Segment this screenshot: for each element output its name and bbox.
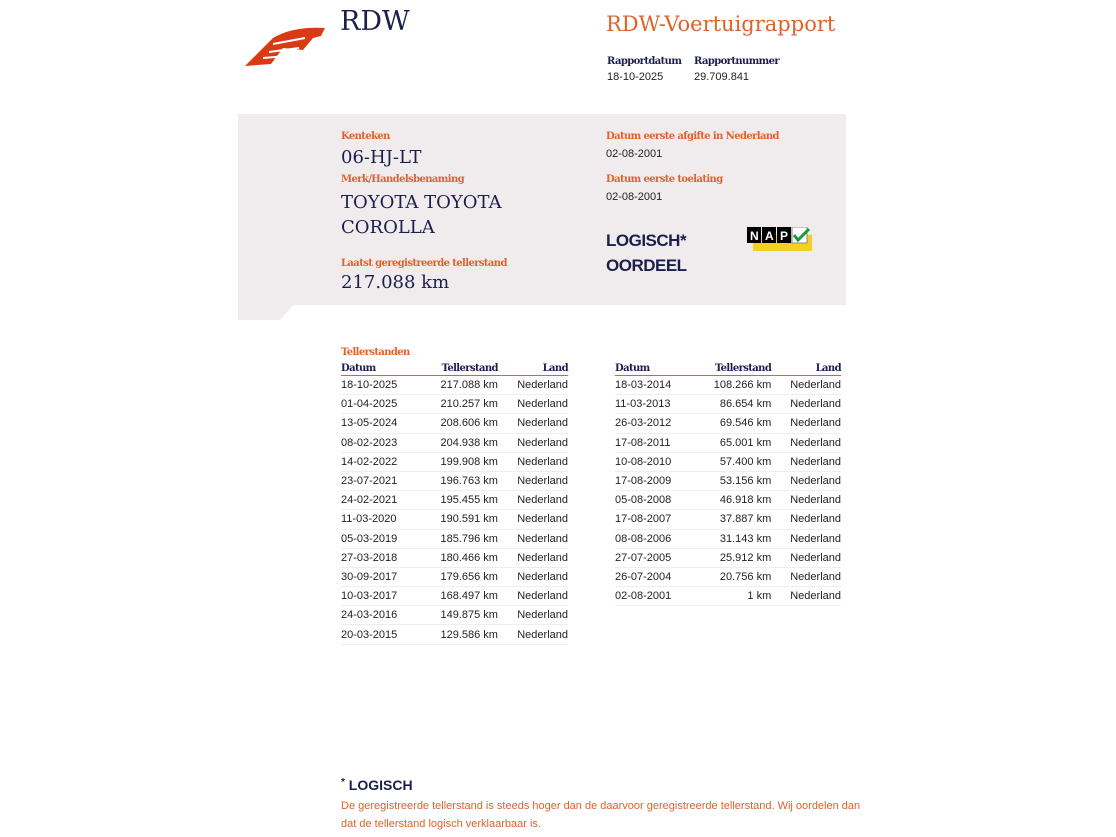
first-admission-label: Datum eerste toelating — [606, 174, 723, 185]
cell-country: Nederland — [498, 471, 568, 490]
table-row — [615, 433, 841, 452]
table-row — [341, 452, 568, 471]
svg-text:N: N — [750, 229, 759, 243]
cell-date: 05-08-2008 — [615, 491, 692, 510]
table-row — [341, 529, 568, 548]
cell-country: Nederland — [498, 606, 568, 625]
footnote-line1: De geregistreerde tellerstand is steeds hoger dan de daarvoor geregistreerde tellerstand. Wij oordelen dan — [341, 800, 861, 812]
cell-date: 23-07-2021 — [341, 471, 419, 490]
cell-date: 02-08-2001 — [615, 587, 692, 606]
verdict-line2: OORDEEL — [606, 256, 687, 275]
cell-date: 18-03-2014 — [615, 376, 692, 395]
cell-country: Nederland — [498, 452, 568, 471]
cell-date: 01-04-2025 — [341, 395, 419, 414]
table-row — [341, 395, 568, 414]
cell-odometer: 199.908 km — [419, 452, 498, 471]
table-row — [615, 587, 841, 606]
first-admission: 02-08-2001 — [606, 191, 663, 203]
table-row — [341, 606, 568, 625]
cell-country: Nederland — [771, 414, 841, 433]
cell-odometer: 129.586 km — [419, 625, 498, 644]
cell-date: 26-03-2012 — [615, 414, 692, 433]
footnote-star: * — [341, 777, 345, 788]
cell-odometer: 190.591 km — [419, 510, 498, 529]
cell-country: Nederland — [498, 567, 568, 586]
cell-date: 08-02-2023 — [341, 433, 419, 452]
table-row — [615, 567, 841, 586]
svg-text:A: A — [765, 229, 774, 243]
cell-odometer: 57.400 km — [692, 452, 771, 471]
table-row — [615, 510, 841, 529]
cell-odometer: 1 km — [692, 587, 771, 606]
table-row — [341, 471, 568, 490]
table-row — [615, 491, 841, 510]
cell-odometer: 20.756 km — [692, 567, 771, 586]
cell-odometer: 185.796 km — [419, 529, 498, 548]
cell-country: Nederland — [498, 548, 568, 567]
cell-date: 27-03-2018 — [341, 548, 419, 567]
cell-country: Nederland — [498, 433, 568, 452]
rdw-logo-icon — [243, 24, 327, 68]
cell-date: 17-08-2007 — [615, 510, 692, 529]
table-row — [341, 510, 568, 529]
table-row — [615, 376, 841, 395]
svg-text:P: P — [780, 229, 789, 243]
cell-country: Nederland — [498, 529, 568, 548]
cell-date: 18-10-2025 — [341, 376, 419, 395]
cell-date: 10-03-2017 — [341, 587, 419, 606]
make-line2: COROLLA — [341, 217, 435, 238]
cell-date: 11-03-2013 — [615, 395, 692, 414]
report-date: 18-10-2025 — [607, 71, 664, 83]
cell-date: 08-08-2006 — [615, 529, 692, 548]
cell-country: Nederland — [771, 510, 841, 529]
cell-date: 30-09-2017 — [341, 567, 419, 586]
footnote-line2: dat de tellerstand logisch verklaarbaar is. — [341, 818, 541, 830]
cell-odometer: 208.606 km — [419, 414, 498, 433]
cell-odometer: 217.088 km — [419, 376, 498, 395]
footnote-title — [341, 777, 413, 793]
report-date-label: Rapportdatum — [607, 56, 682, 67]
cell-country: Nederland — [771, 376, 841, 395]
first-issue: 02-08-2001 — [606, 148, 663, 160]
cell-country: Nederland — [771, 433, 841, 452]
cell-country: Nederland — [771, 395, 841, 414]
cell-odometer: 204.938 km — [419, 433, 498, 452]
cell-odometer: 86.654 km — [692, 395, 771, 414]
cell-date: 14-02-2022 — [341, 452, 419, 471]
table-row — [341, 548, 568, 567]
brand-name: RDW — [340, 6, 410, 37]
verdict-line1: LOGISCH* — [606, 231, 687, 250]
cell-country: Nederland — [498, 625, 568, 644]
vehicle-summary-panel — [238, 114, 846, 305]
table-row — [615, 529, 841, 548]
cell-odometer: 46.918 km — [692, 491, 771, 510]
cell-odometer: 149.875 km — [419, 606, 498, 625]
cell-odometer: 31.143 km — [692, 529, 771, 548]
odometer-label: Laatst geregistreerde tellerstand — [341, 258, 507, 269]
cell-country: Nederland — [498, 510, 568, 529]
col-odometer: Tellerstand — [419, 362, 498, 376]
table-row — [341, 414, 568, 433]
table-row — [615, 395, 841, 414]
odometer: 217.088 km — [341, 272, 450, 293]
cell-date: 24-02-2021 — [341, 491, 419, 510]
cell-date: 26-07-2004 — [615, 567, 692, 586]
cell-odometer: 37.887 km — [692, 510, 771, 529]
plate-label: Kenteken — [341, 131, 390, 142]
make-line1: TOYOTA TOYOTA — [341, 192, 502, 213]
col-country: Land — [771, 362, 841, 376]
page-title: RDW-Voertuigrapport — [606, 12, 836, 36]
table-row — [615, 548, 841, 567]
cell-country: Nederland — [771, 452, 841, 471]
footnote-text — [341, 797, 860, 833]
cell-date: 05-03-2019 — [341, 529, 419, 548]
cell-odometer: 210.257 km — [419, 395, 498, 414]
table-row — [341, 433, 568, 452]
table-row — [341, 567, 568, 586]
cell-country: Nederland — [771, 567, 841, 586]
cell-country: Nederland — [498, 376, 568, 395]
report-number: 29.709.841 — [694, 71, 750, 83]
cell-odometer: 65.001 km — [692, 433, 771, 452]
cell-date: 24-03-2016 — [341, 606, 419, 625]
cell-country: Nederland — [771, 529, 841, 548]
cell-date: 10-08-2010 — [615, 452, 692, 471]
table-row — [615, 471, 841, 490]
readings-title: Tellerstanden — [341, 347, 410, 358]
table-row — [341, 376, 568, 395]
cell-date: 17-08-2009 — [615, 471, 692, 490]
cell-odometer: 195.455 km — [419, 491, 498, 510]
cell-country: Nederland — [771, 491, 841, 510]
table-row — [615, 414, 841, 433]
col-date: Datum — [615, 362, 692, 376]
plate: 06-HJ-LT — [341, 147, 422, 168]
cell-country: Nederland — [771, 471, 841, 490]
report-number-label: Rapportnummer — [694, 56, 780, 67]
cell-odometer: 53.156 km — [692, 471, 771, 490]
cell-date: 17-08-2011 — [615, 433, 692, 452]
panel-tab — [238, 304, 294, 320]
cell-country: Nederland — [771, 548, 841, 567]
cell-date: 20-03-2015 — [341, 625, 419, 644]
first-issue-label: Datum eerste afgifte in Nederland — [606, 131, 779, 142]
cell-country: Nederland — [498, 587, 568, 606]
nap-logo-icon — [747, 227, 813, 253]
cell-country: Nederland — [498, 414, 568, 433]
cell-odometer: 179.656 km — [419, 567, 498, 586]
cell-country: Nederland — [498, 395, 568, 414]
table-row — [615, 452, 841, 471]
table-row — [341, 491, 568, 510]
cell-odometer: 196.763 km — [419, 471, 498, 490]
col-odometer: Tellerstand — [692, 362, 771, 376]
table-row — [341, 625, 568, 644]
cell-date: 27-07-2005 — [615, 548, 692, 567]
cell-country: Nederland — [498, 491, 568, 510]
make-label: Merk/Handelsbenaming — [341, 174, 465, 185]
cell-odometer: 108.266 km — [692, 376, 771, 395]
cell-date: 11-03-2020 — [341, 510, 419, 529]
cell-odometer: 25.912 km — [692, 548, 771, 567]
cell-date: 13-05-2024 — [341, 414, 419, 433]
readings-table-right — [615, 362, 841, 606]
readings-table-left — [341, 362, 568, 645]
cell-odometer: 180.466 km — [419, 548, 498, 567]
cell-odometer: 69.546 km — [692, 414, 771, 433]
table-row — [341, 587, 568, 606]
cell-country: Nederland — [771, 587, 841, 606]
col-date: Datum — [341, 362, 419, 376]
cell-odometer: 168.497 km — [419, 587, 498, 606]
col-country: Land — [498, 362, 568, 376]
footnote-title-text: LOGISCH — [348, 777, 413, 793]
